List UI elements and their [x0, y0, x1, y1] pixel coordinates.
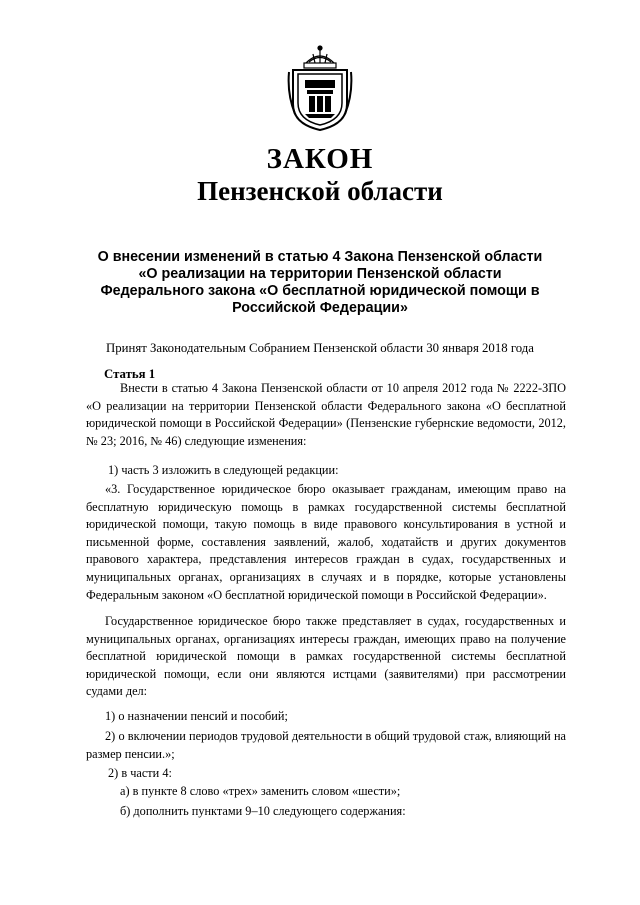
quoted-subitem: 2) о включении периодов трудовой деятельности в общий трудовой стаж, влияющий на размер пенсии.»; — [86, 729, 566, 761]
document-region: Пензенской области — [197, 176, 443, 206]
law-subtitle — [70, 249, 570, 317]
quoted-paragraph: «3. Государственное юридическое бюро оказывает гражданам, имеющим право на бесплатную юридическую помощь в рамках государственной системы бесплатной юридической помощи, такую помощь в виде правового консультирования в устной и письменной форме, составления заявлений, жалоб, ходатайств и других документов правового характера, представления интересов граждан в судах, государственных и муниципальных органах, организациях в случаях и в порядке, которые установлены Федеральным законом «О бесплатной юридической помощи в Российской Федерации». — [86, 482, 566, 602]
subtitle-line: Федерального закона «О бесплатной юридической помощи в — [100, 283, 540, 299]
amendment-subitem: б) дополнить пунктами 9–10 следующего содержания: — [120, 804, 406, 818]
amendment-subitem: а) в пункте 8 слово «трех» заменить словом «шести»; — [120, 784, 401, 798]
document-title: ЗАКОН — [266, 143, 374, 175]
subtitle-line: О внесении изменений в статью 4 Закона Пензенской области — [97, 249, 543, 265]
amendment-item-2: 2) в части 4: — [108, 766, 172, 780]
quoted-subitem: 1) о назначении пенсий и пособий; — [105, 709, 288, 723]
amendment-item-1: 1) часть 3 изложить в следующей редакции: — [108, 463, 339, 477]
coat-of-arms-emblem-icon — [287, 44, 353, 132]
subtitle-line: «О реализации на территории Пензенской области — [138, 266, 502, 282]
adoption-statement: Принят Законодательным Собранием Пензенской области 30 января 2018 года — [106, 341, 534, 355]
article-intro-paragraph: Внести в статью 4 Закона Пензенской области от 10 апреля 2012 года № 2222-ЗПО «О реализации на территории Пензенской области Федерального закона «О бесплатной юридической помощи в Российской Федерации» (Пензенские губернские ведомости, 2012, № 23; 2016, № 46) следующие изменения: — [86, 381, 566, 448]
quoted-paragraph: Государственное юридическое бюро также представляет в судах, государственных и муниципальных органах, организациях интересы граждан, имеющих право на получение бесплатной юридической помощи в рамках государственной системы бесплатной юридической помощи, если они являются истцами (заявителями) при рассмотрении судами дел: — [86, 614, 566, 699]
subtitle-line: Российской Федерации» — [232, 300, 408, 316]
article-heading: Статья 1 — [104, 367, 156, 381]
